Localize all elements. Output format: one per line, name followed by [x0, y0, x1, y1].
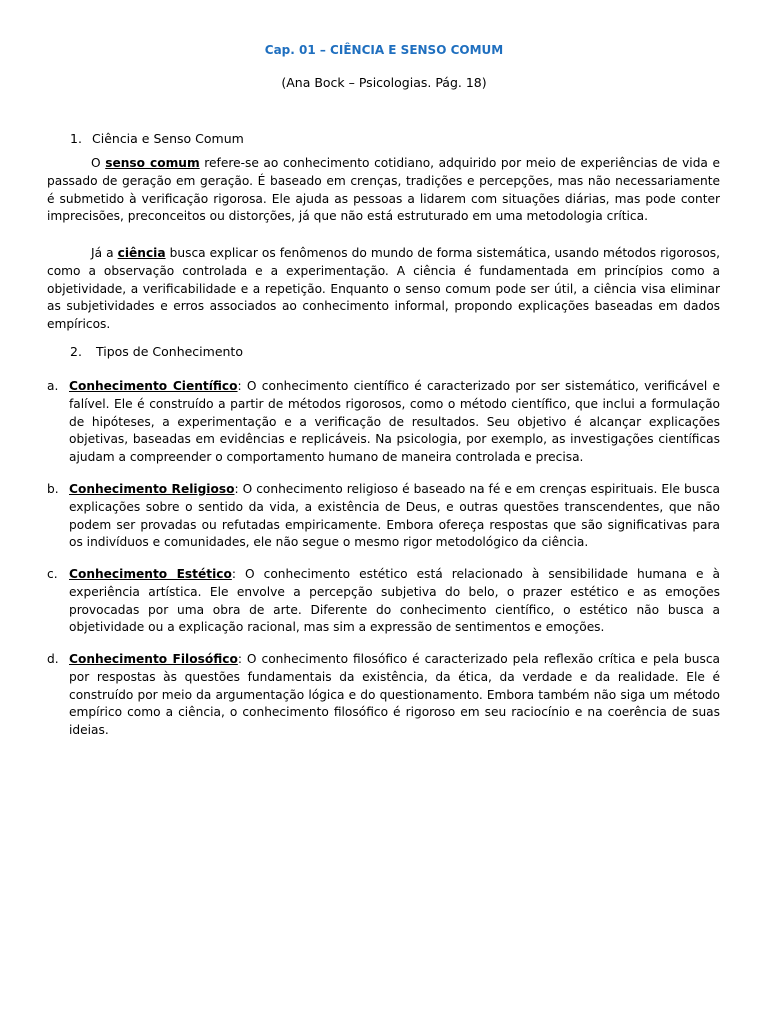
- term-conhecimento-cientifico: Conhecimento Científico: [69, 379, 238, 393]
- term-conhecimento-estetico: Conhecimento Estético: [69, 567, 232, 581]
- term-conhecimento-filosofico: Conhecimento Filosófico: [69, 652, 238, 666]
- section-2-heading: [70, 344, 243, 359]
- list-item-letter: d.: [47, 652, 59, 666]
- list-item-body: Conhecimento Religioso: O conhecimento religioso é baseado na fé e em crenças espirituais. Ele busca explicações sobre o sentido da vida, a existência de Deus, e outras questões transcendentes, que não podem ser provadas ou refutadas empiricamente. Embora ofereça respostas que são significativas para os indivíduos e comunidades, ele não segue o mesmo rigor metodológico da ciência.: [69, 482, 720, 550]
- section-1-title: Ciência e Senso Comum: [92, 131, 244, 146]
- paragraph-senso-comum: O senso comum refere-se ao conhecimento cotidiano, adquirido por meio de experiências de vida e passado de geração em geração. É baseado em crenças, tradições e percepções, mas não necessariamente é submetido à verificação rigorosa. Ele ajuda as pessoas a lidarem com situações diárias, mas pode conter imprecisões, preconceitos ou distorções, já que não está estruturado em uma metodologia crítica.: [47, 156, 720, 224]
- section-1-heading: [70, 131, 244, 146]
- chapter-source: (Ana Bock – Psicologias. Pág. 18): [281, 75, 487, 90]
- list-item-body: Conhecimento Filosófico: O conhecimento filosófico é caracterizado pela reflexão crítica e pela busca por respostas às questões fundamentais da existência, da ética, da verdade e da realidade. Ele é construído por meio da argumentação lógica e do questionamento. Embora também não siga um método empírico como a ciência, o conhecimento filosófico é rigoroso em seu raciocínio e na coerência de suas ideias.: [69, 652, 721, 738]
- section-2-title: Tipos de Conhecimento: [96, 344, 243, 359]
- list-item-letter: b.: [47, 482, 59, 496]
- section-2-number: 2.: [70, 344, 82, 359]
- term-senso-comum: senso comum: [105, 156, 200, 170]
- section-1-number: 1.: [70, 131, 82, 146]
- list-item-body: Conhecimento Científico: O conhecimento científico é caracterizado por ser sistemático, verificável e falível. Ele é construído a partir de métodos rigorosos, como o método científico, que inclui a formulação de hipóteses, a experimentação e a verificação de resultados. Seu objetivo é alcançar explicações objetivas, baseadas em evidências e replicáveis. Na psicologia, por exemplo, as investigações científicas ajudam a compreender o comportamento humano de maneira controlada e precisa.: [69, 379, 720, 465]
- list-item-letter: c.: [47, 567, 58, 581]
- list-item-body: Conhecimento Estético: O conhecimento estético está relacionado à sensibilidade humana e à experiência artística. Ele envolve a percepção subjetiva do belo, o prazer estético e as emoções provocadas por uma obra de arte. Diferente do conhecimento científico, o estético não busca a objetividade ou a explicação racional, mas sim a expressão de sentimentos e emoções.: [69, 567, 720, 635]
- chapter-title: Cap. 01 – CIÊNCIA E SENSO COMUM: [264, 43, 504, 57]
- term-conhecimento-religioso: Conhecimento Religioso: [69, 482, 235, 496]
- term-ciencia: ciência: [117, 246, 166, 260]
- paragraph-ciencia: Já a ciência busca explicar os fenômenos do mundo de forma sistemática, usando métodos rigorosos, como a observação controlada e a experimentação. A ciência é fundamentada em princípios como a objetividade, a verificabilidade e a repetição. Enquanto o senso comum pode ser útil, a ciência visa eliminar as subjetividades e erros associados ao conhecimento informal, propondo explicações baseadas em dados empíricos.: [47, 246, 720, 332]
- list-item-letter: a.: [47, 379, 59, 393]
